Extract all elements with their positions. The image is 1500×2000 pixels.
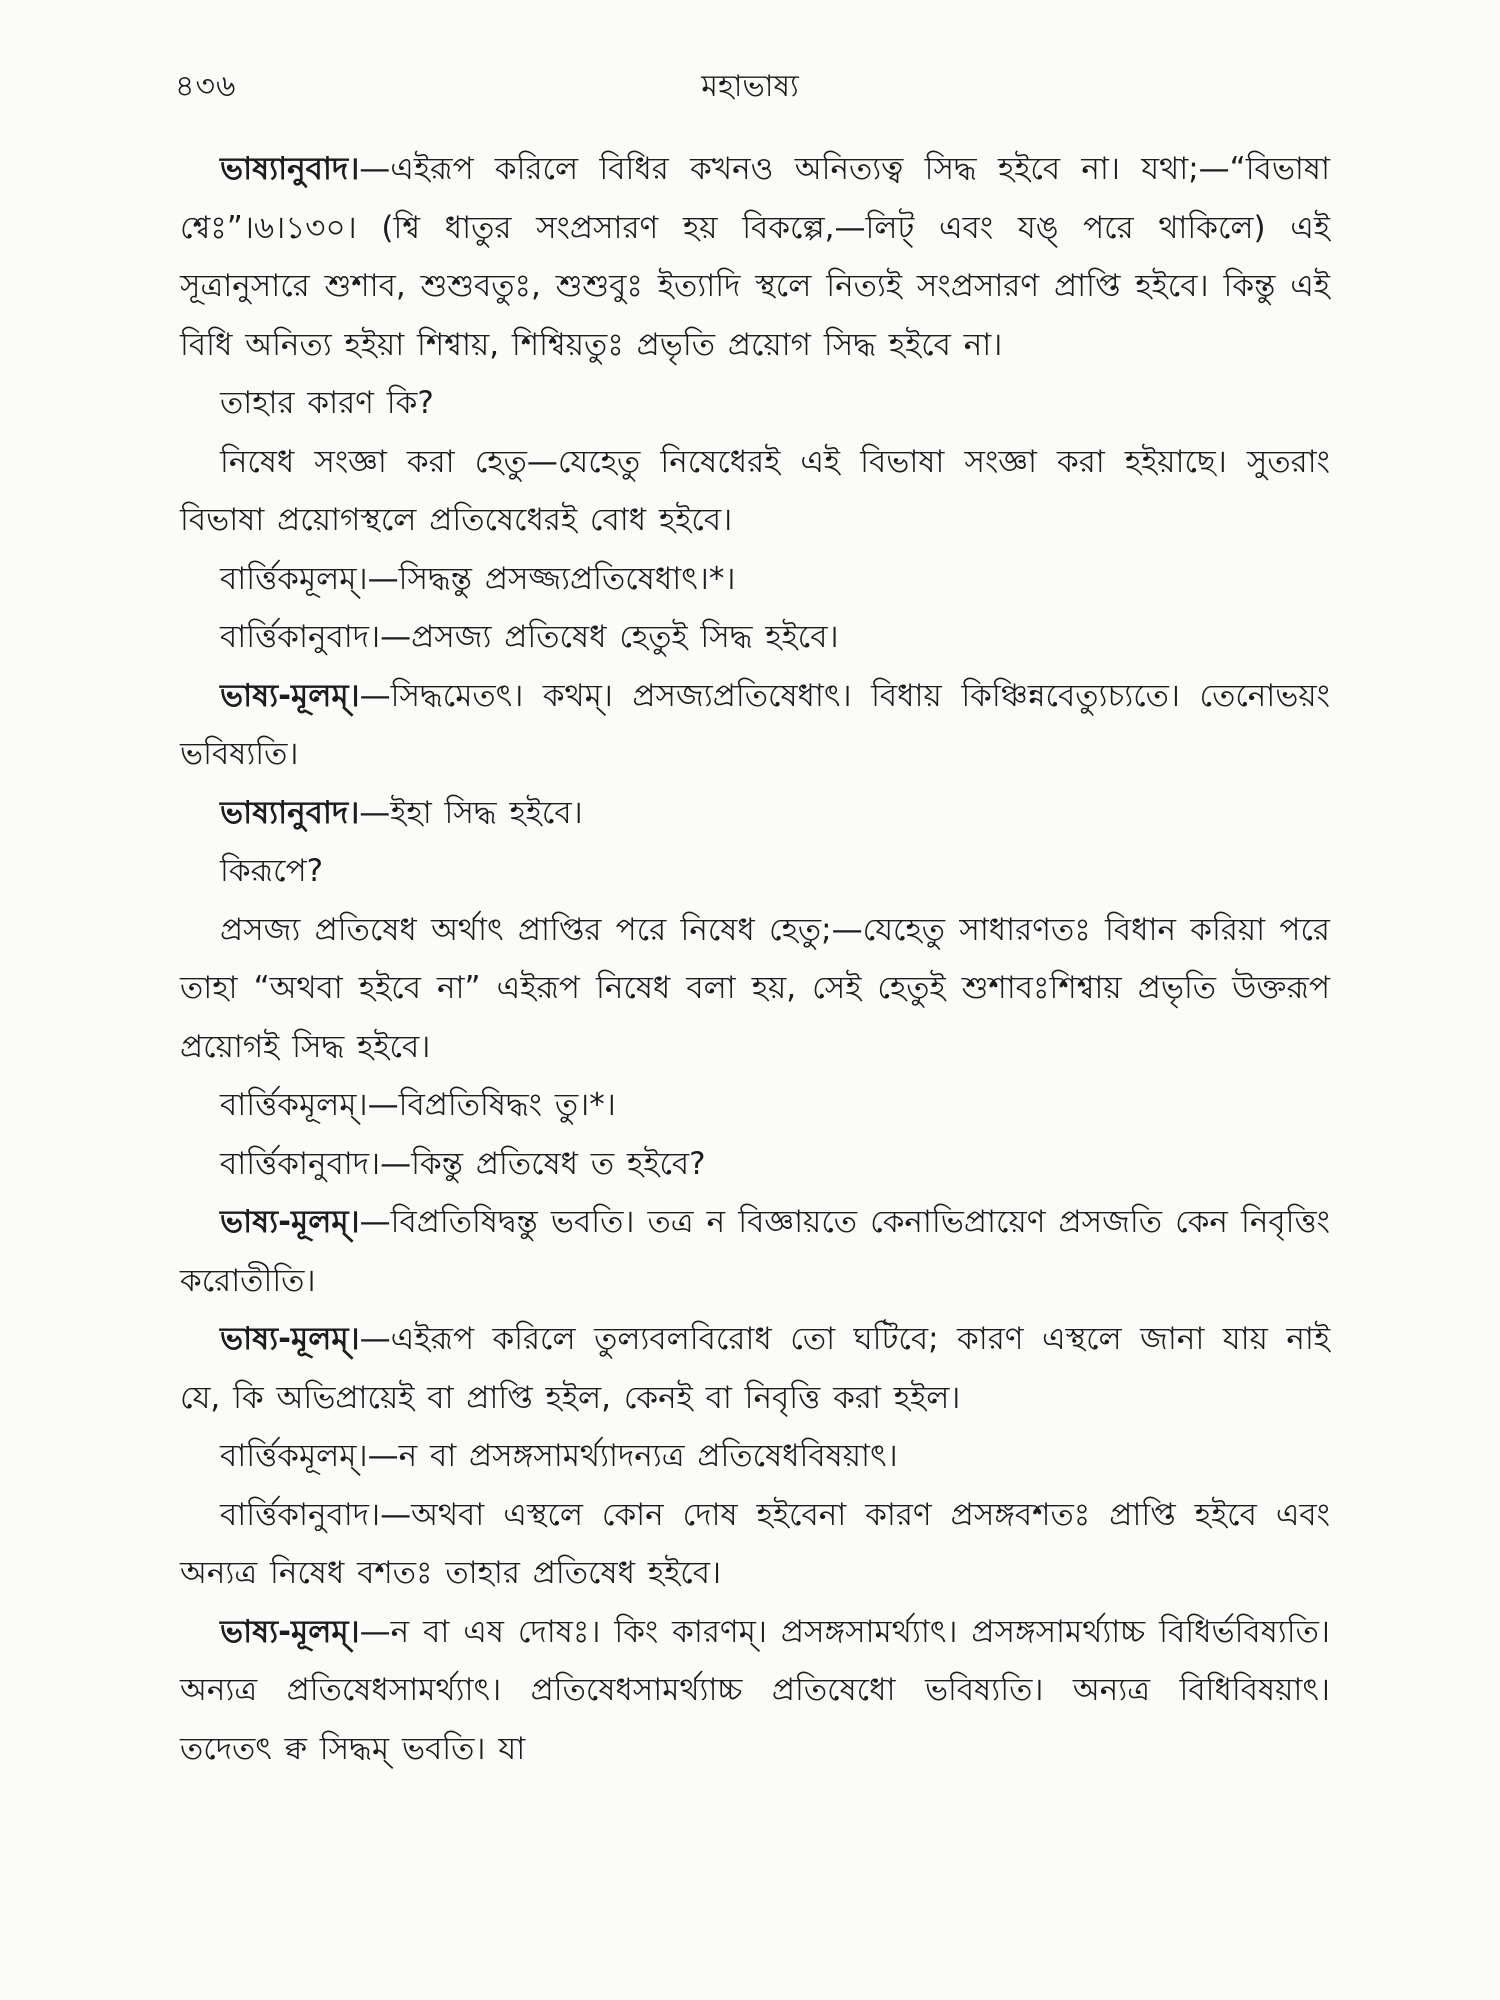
paragraph-text: —এইরূপ করিলে বিধির কখনও অনিত্যত্ব সিদ্ধ হইবে না। যথা;—“বিভাষা শ্বেঃ”।৬।১৩০। (শ্বি ধাতুর সংপ্রসারণ হয় বিকল্পে,—লিট্ এবং যঙ্ পরে থাকিলে) এই সূত্রানুসারে শুশাব, শুশুবতুঃ, শুশুবুঃ ইত্যাদি স্থলে নিত্যই সংপ্রসারণ প্রাপ্তি হইবে। কিন্তু এই বিধি অনিত্য হইয়া শিশ্বায়, শিশ্বিয়তুঃ প্রভৃতি প্রয়োগ সিদ্ধ হইবে না। [180, 151, 1330, 363]
paragraph-text: —ইহা সিদ্ধ হইবে। [359, 794, 583, 831]
paragraph [180, 608, 1330, 667]
paragraph-text: —সিদ্ধমেতৎ। কথম্। প্রসজ্যপ্রতিষেধাৎ। বিধায় কিঞ্চিন্নবেত্যুচ্যতে। তেনোভয়ং ভবিষ্যতি। [180, 677, 1330, 772]
page-body [180, 140, 1330, 1778]
paragraph-label: ভাষ্য-মূলম্। [220, 1613, 360, 1650]
paragraph-text: —কিন্তু প্রতিষেধ ত হইবে? [380, 1145, 706, 1182]
paragraph-text: নিষেধ সংজ্ঞা করা হেতু—যেহেতু নিষেধেরই এই বিভাষা সংজ্ঞা করা হইয়াছে। সুতরাং বিভাষা প্রয়োগস্থলে প্রতিষেধেরই বোধ হইবে। [180, 443, 1330, 538]
paragraph [180, 1193, 1330, 1310]
paragraph [180, 550, 1330, 609]
page-header [175, 62, 1325, 112]
running-title: মহাভাষ্য [701, 69, 799, 104]
paragraph-label: বার্ত্তিকানুবাদ। [220, 1496, 381, 1533]
paragraph [180, 1135, 1330, 1194]
paragraph-text: —এইরূপ করিলে তুল্যবলবিরোধ তো ঘটিবে; কারণ এস্থলে জানা যায় নাই যে, কি অভিপ্রায়েই বা প্রাপ্তি হইল, কেনই বা নিবৃত্তি করা হইল। [180, 1321, 1330, 1416]
paragraph-label: ভাষ্যানুবাদ। [220, 794, 360, 831]
paragraph-label: ভাষ্য-মূলম্। [220, 1321, 360, 1357]
paragraph [180, 1310, 1330, 1427]
paragraph [180, 374, 1330, 433]
paragraph [180, 1427, 1330, 1486]
paragraph-label: বার্ত্তিকমূলম্। [220, 1087, 368, 1123]
paragraph [180, 1486, 1330, 1603]
paragraph [180, 433, 1330, 550]
paragraph [180, 784, 1330, 843]
paragraph-text: —প্রসজ্য প্রতিষেধ হেতুই সিদ্ধ হইবে। [380, 619, 839, 655]
paragraph [180, 842, 1330, 901]
paragraph-text: —সিদ্ধন্তু প্রসজ্জ্যপ্রতিষেধাৎ।*। [367, 560, 736, 597]
paragraph-label: ভাষ্যানুবাদ। [220, 151, 360, 187]
paragraph-label: বার্ত্তিকমূলম্। [220, 1438, 368, 1474]
paragraph-text: —ন বা এষ দোষঃ। কিং কারণম্। প্রসঙ্গসামর্থ্যাৎ। প্রসঙ্গসামর্থ্যাচ্চ বিধির্ভবিষ্যতি। অন্যত্র প্রতিষেধসামর্থ্যাৎ। প্রতিষেধসামর্থ্যাচ্চ প্রতিষেধো ভবিষ্যতি। অন্যত্র বিধিবিষয়াৎ। তদেতৎ ক্ব সিদ্ধম্ ভবতি। যা [180, 1613, 1330, 1767]
paragraph-label: বার্ত্তিকানুবাদ। [220, 619, 381, 655]
paragraph-text: —অথবা এস্থলে কোন দোষ হইবেনা কারণ প্রসঙ্গবশতঃ প্রাপ্তি হইবে এবং অন্যত্র নিষেধ বশতঃ তাহার প্রতিষেধ হইবে। [180, 1496, 1330, 1591]
paragraph-text: তাহার কারণ কি? [220, 385, 434, 421]
paragraph-text: প্রসজ্য প্রতিষেধ অর্থাৎ প্রাপ্তির পরে নিষেধ হেতু;—যেহেতু সাধারণতঃ বিধান করিয়া পরে তাহা “অথবা হইবে না” এইরূপ নিষেধ বলা হয়, সেই হেতুই শুশাবঃশিশ্বায় প্রভৃতি উক্তরূপ প্রয়োগই সিদ্ধ হইবে। [180, 911, 1330, 1065]
paragraph-label: বার্ত্তিকমূলম্। [220, 560, 368, 597]
paragraph-text: —বিপ্রতিষিদ্ধং তু।*। [367, 1087, 616, 1123]
paragraph-text: —বিপ্রতিষিদ্বন্তু ভবতি। তত্র ন বিজ্ঞায়তে কেনাভিপ্রায়েণ প্রসজতি কেন নিবৃত্তিং করোতীতি। [180, 1204, 1330, 1299]
paragraph-label: ভাষ্য-মূলম্। [220, 1204, 360, 1240]
paragraph-text: কিরূপে? [220, 853, 324, 889]
paragraph [180, 901, 1330, 1077]
paragraph [180, 1603, 1330, 1779]
paragraph-text: —ন বা প্রসঙ্গসামর্থ্যাদন্যত্র প্রতিষেধবিষয়াৎ। [367, 1438, 898, 1474]
paragraph-label: ভাষ্য-মূলম্। [220, 677, 360, 714]
paragraph [180, 1076, 1330, 1135]
paragraph-label: বার্ত্তিকানুবাদ। [220, 1145, 381, 1182]
paragraph [180, 667, 1330, 784]
page-number: ৪৩৬ [175, 69, 237, 104]
paragraph [180, 140, 1330, 374]
